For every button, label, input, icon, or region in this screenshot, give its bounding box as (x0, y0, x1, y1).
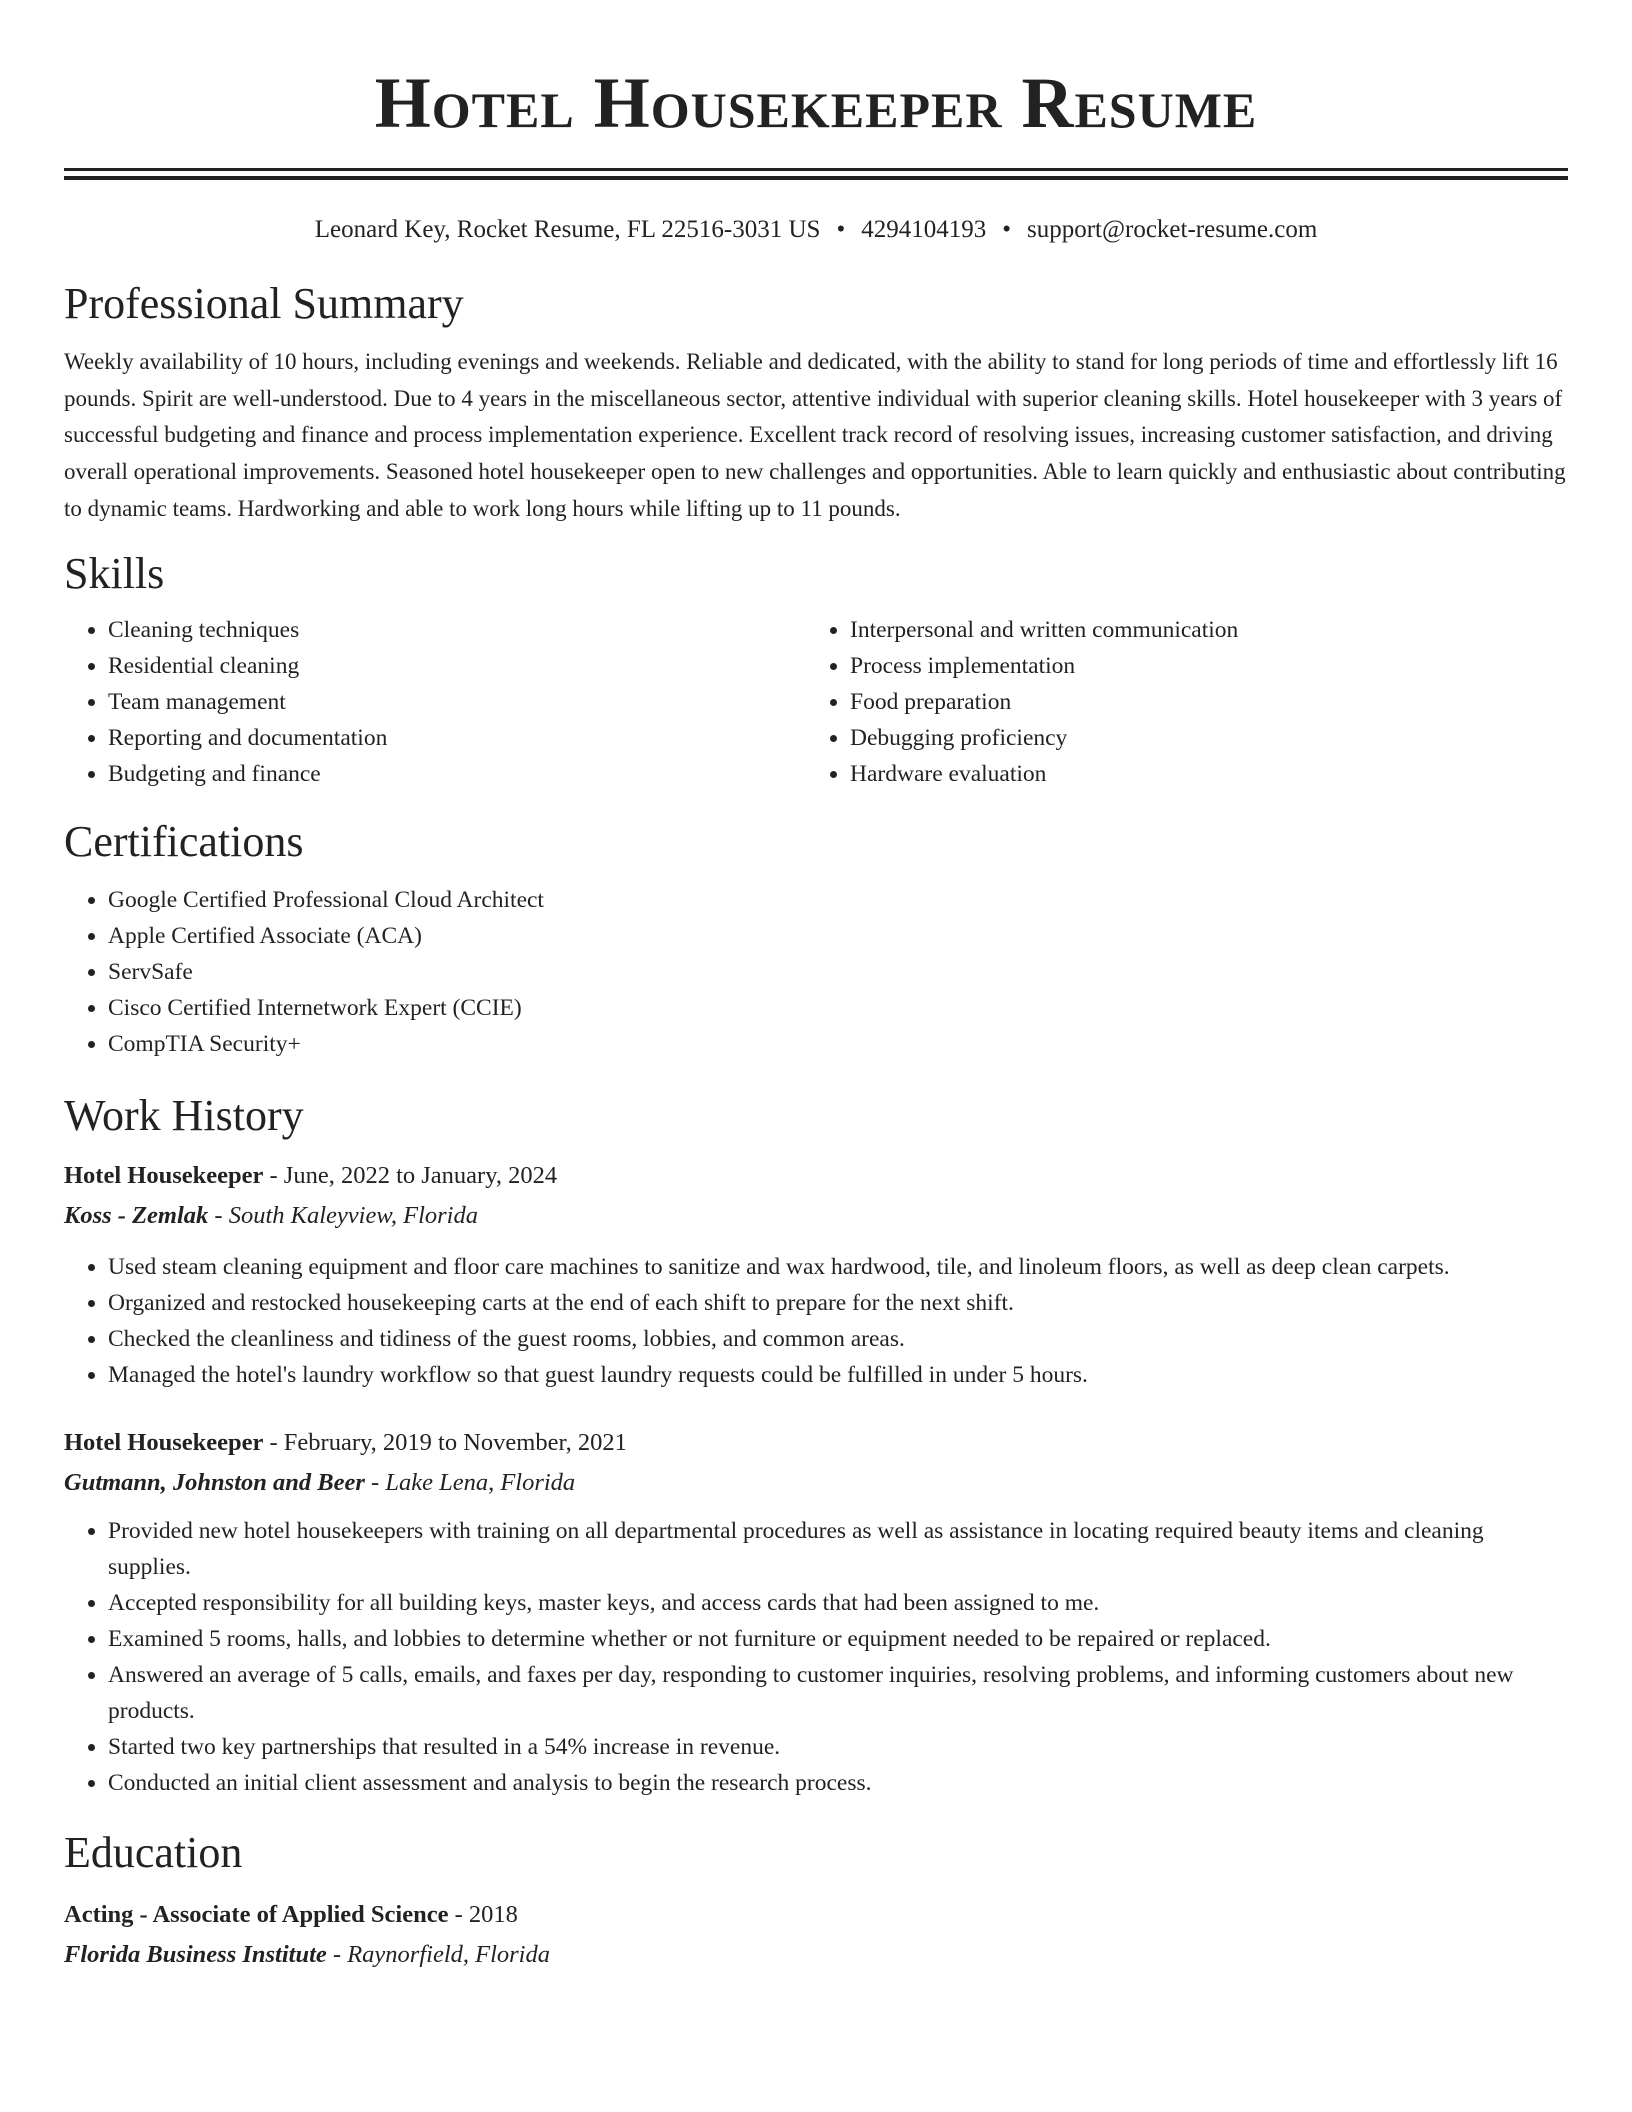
skill-item: • Budgeting and finance (108, 756, 806, 792)
job-title-line (64, 1423, 1568, 1463)
education-school: Florida Business Institute (64, 1940, 327, 1968)
job-bullet: • Organized and restocked housekeeping carts at the end of each shift to prepare for the next shift. (108, 1285, 1568, 1321)
job-bullet: • Conducted an initial client assessment and analysis to begin the research process. (108, 1765, 1568, 1801)
certification-item: • CompTIA Security+ (108, 1026, 1568, 1062)
education-school-line (64, 1935, 1568, 1975)
education-year: - 2018 (448, 1900, 518, 1928)
job-entry (64, 1423, 1568, 1801)
summary-text: Weekly availability of 10 hours, including evenings and weekends. Reliable and dedicated, with the ability to stand for long periods of time and effortlessly lift 16 pounds. Spirit are well-understood. Due to 4 years in the miscellaneous sector, attentive individual with superior cleaning skills. Hotel housekeeper with 3 years of successful budgeting and finance and process implementation experience. Excellent track record of resolving issues, increasing customer satisfaction, and driving overall operational improvements. Seasoned hotel housekeeper open to new challenges and opportunities. Able to learn quickly and enthusiastic about contributing to dynamic teams. Hardworking and able to work long hours while lifting up to 11 pounds. (64, 349, 1566, 521)
skills-list-left (64, 612, 806, 792)
certifications-heading: Certifications (64, 816, 304, 866)
job-title: Hotel Housekeeper (64, 1161, 264, 1189)
certification-item: • Cisco Certified Internetwork Expert (CCIE) (108, 990, 1568, 1026)
skill-item: • Reporting and documentation (108, 720, 806, 756)
summary-section (64, 276, 1568, 528)
job-bullets (64, 1249, 1568, 1393)
skill-item: • Debugging proficiency (850, 720, 1548, 756)
job-company: Koss - Zemlak (64, 1201, 209, 1229)
job-dates: - February, 2019 to November, 2021 (263, 1428, 627, 1456)
skills-list-right (806, 612, 1548, 792)
contact-separator: • (1002, 216, 1011, 243)
job-title-line (64, 1156, 1568, 1196)
education-section (64, 1825, 1568, 1975)
skills-section (64, 546, 1568, 792)
skill-item: • Interpersonal and written communication (850, 612, 1548, 648)
certification-item: • Google Certified Professional Cloud Architect (108, 882, 1568, 918)
skills-column-right (806, 612, 1548, 792)
resume-title: Hotel Housekeeper Resume (374, 63, 1258, 143)
job-bullets (64, 1513, 1568, 1801)
skill-item: • Food preparation (850, 684, 1548, 720)
skills-columns (64, 612, 1568, 792)
certification-item: • Apple Certified Associate (ACA) (108, 918, 1568, 954)
job-bullet: • Managed the hotel's laundry workflow so that guest laundry requests could be fulfilled in under 5 hours. (108, 1357, 1568, 1393)
work-history-section (64, 1088, 1568, 1801)
education-location: - Raynorfield, Florida (326, 1940, 550, 1968)
title-divider (64, 168, 1568, 180)
education-degree: Acting - Associate of Applied Science (64, 1900, 449, 1928)
job-location: - Lake Lena, Florida (364, 1468, 576, 1496)
job-title: Hotel Housekeeper (64, 1428, 264, 1456)
skill-item: • Team management (108, 684, 806, 720)
skill-item: • Cleaning techniques (108, 612, 806, 648)
job-bullet: • Provided new hotel housekeepers with training on all departmental procedures as well as assistance in locating required beauty items and cleaning supplies. (108, 1513, 1568, 1585)
summary-heading: Professional Summary (64, 279, 464, 328)
education-degree-line (64, 1895, 1568, 1935)
contact-email[interactable]: support@rocket-resume.com (1026, 216, 1318, 243)
job-company-line (64, 1463, 1568, 1503)
job-location: - South Kaleyview, Florida (208, 1201, 478, 1229)
contact-phone: 4294104193 (861, 216, 987, 243)
job-entry (64, 1156, 1568, 1393)
job-bullet: • Examined 5 rooms, halls, and lobbies to determine whether or not furniture or equipment needed to be repaired or replaced. (108, 1621, 1568, 1657)
skill-item: • Residential cleaning (108, 648, 806, 684)
contact-line (64, 214, 1568, 246)
skill-item: • Hardware evaluation (850, 756, 1548, 792)
job-company-line (64, 1196, 1568, 1236)
work-history-heading: Work History (64, 1090, 304, 1140)
job-company: Gutmann, Johnston and Beer (64, 1468, 365, 1496)
certification-item: • ServSafe (108, 954, 1568, 990)
certifications-list (64, 882, 1568, 1062)
job-bullet: • Checked the cleanliness and tidiness of the guest rooms, lobbies, and common areas. (108, 1321, 1568, 1357)
job-bullet: • Answered an average of 5 calls, emails, and faxes per day, responding to customer inquiries, resolving problems, and informing customers about new products. (108, 1657, 1568, 1729)
job-bullet: • Used steam cleaning equipment and floor care machines to sanitize and wax hardwood, tile, and linoleum floors, as well as deep clean carpets. (108, 1249, 1568, 1285)
skills-heading: Skills (64, 548, 165, 598)
job-bullet: • Accepted responsibility for all building keys, master keys, and access cards that had been assigned to me. (108, 1585, 1568, 1621)
job-dates: - June, 2022 to January, 2024 (263, 1161, 558, 1189)
contact-separator: • (836, 216, 846, 243)
skills-column-left (64, 612, 806, 792)
contact-address: Leonard Key, Rocket Resume, FL 22516-3031 US (314, 216, 821, 243)
education-heading: Education (64, 1827, 243, 1877)
job-bullet: • Started two key partnerships that resulted in a 54% increase in revenue. (108, 1729, 1568, 1765)
skill-item: • Process implementation (850, 648, 1548, 684)
certifications-section (64, 814, 1568, 1062)
